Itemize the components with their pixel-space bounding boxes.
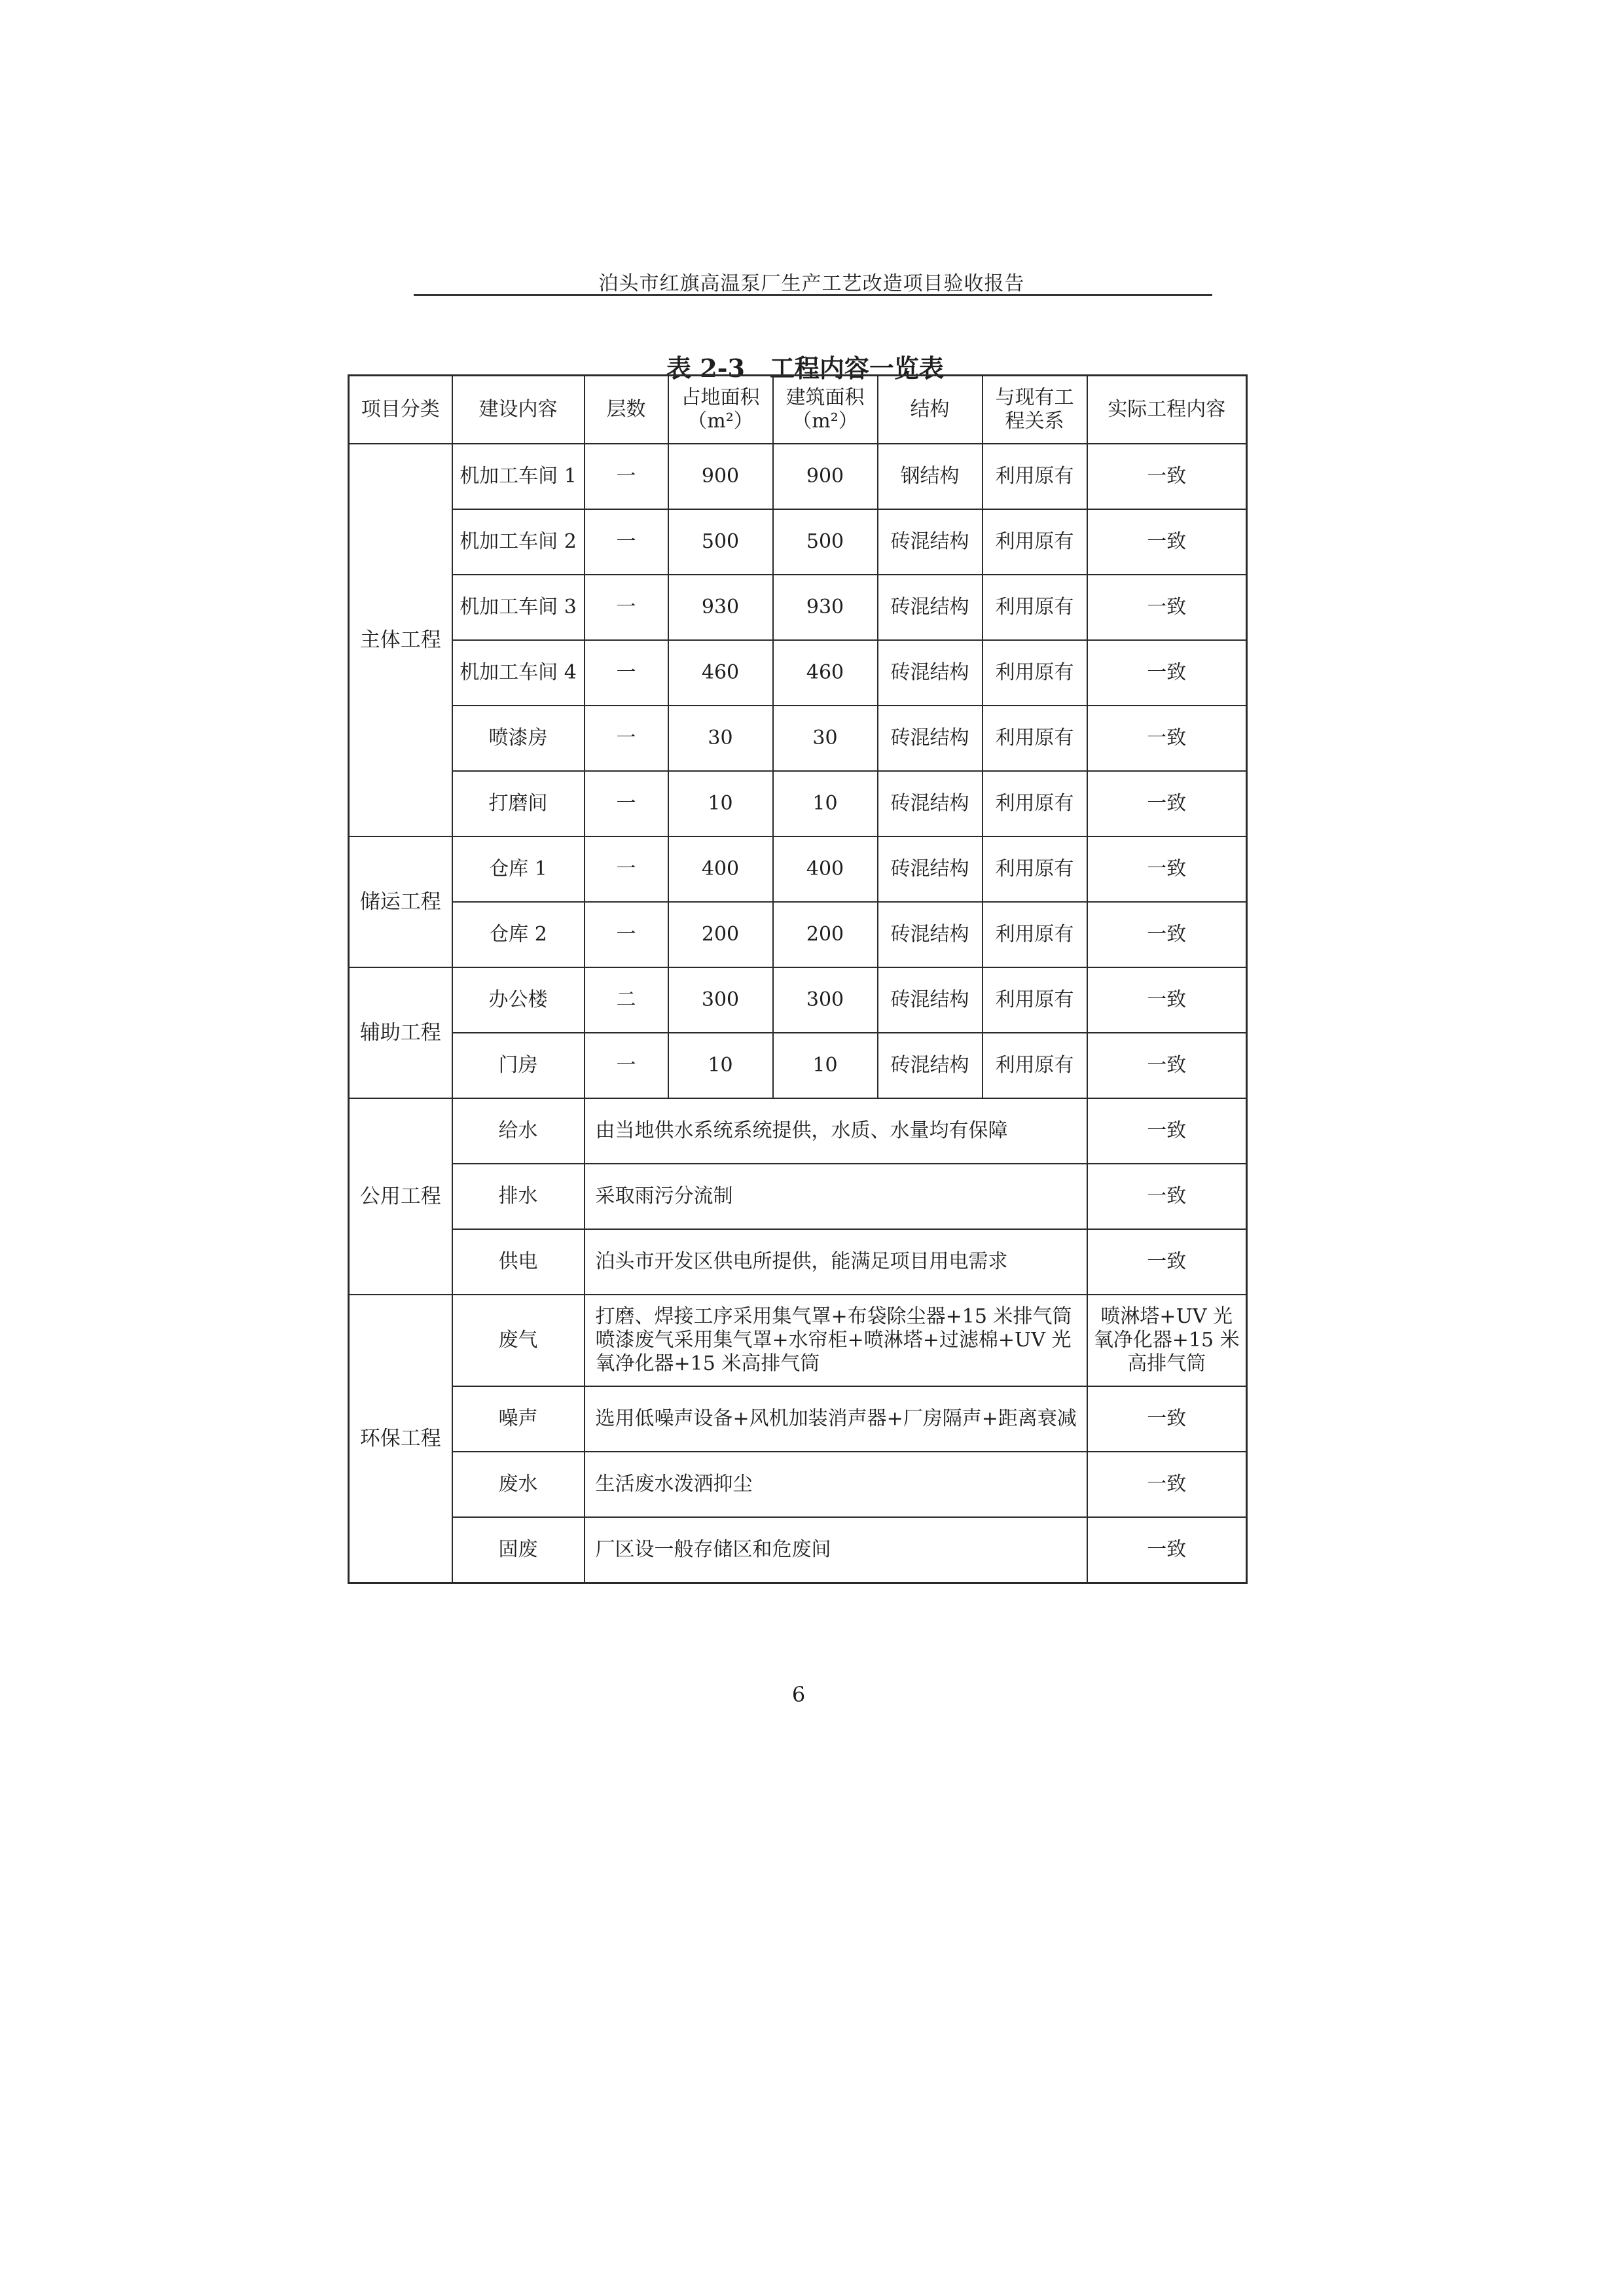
cell-floor-area: 460 — [773, 640, 878, 706]
cell-relation: 利用原有 — [983, 706, 1087, 771]
cell-structure: 砖混结构 — [878, 836, 983, 902]
cell-floors: 一 — [585, 836, 668, 902]
cell-name: 喷漆房 — [452, 706, 585, 771]
table-row — [349, 1452, 1247, 1517]
table-row — [349, 1164, 1247, 1229]
cell-structure: 砖混结构 — [878, 1033, 983, 1098]
cell-floors: 一 — [585, 902, 668, 967]
cell-structure: 砖混结构 — [878, 771, 983, 836]
cell-desc: 选用低噪声设备+风机加装消声器+厂房隔声+距离衰减 — [585, 1386, 1087, 1452]
cell-name: 仓库 1 — [452, 836, 585, 902]
page-number: 6 — [791, 1682, 806, 1707]
cell-name: 机加工车间 4 — [452, 640, 585, 706]
cell-structure: 砖混结构 — [878, 706, 983, 771]
table-row — [349, 1229, 1247, 1295]
group-env: 环保工程 — [349, 1295, 452, 1583]
group-storage: 储运工程 — [349, 836, 452, 967]
cell-land-area: 400 — [668, 836, 773, 902]
cell-relation: 利用原有 — [983, 967, 1087, 1033]
col-header-floor-area: 建筑面积（m²） — [773, 376, 878, 444]
col-header-category: 项目分类 — [349, 376, 452, 444]
cell-floors: 一 — [585, 640, 668, 706]
table-row — [349, 706, 1247, 771]
cell-relation: 利用原有 — [983, 444, 1087, 509]
table-row — [349, 1386, 1247, 1452]
cell-relation: 利用原有 — [983, 836, 1087, 902]
cell-desc: 泊头市开发区供电所提供，能满足项目用电需求 — [585, 1229, 1087, 1295]
table-row — [349, 640, 1247, 706]
table-row — [349, 902, 1247, 967]
cell-name: 给水 — [452, 1098, 585, 1164]
group-main: 主体工程 — [349, 444, 452, 836]
cell-name: 机加工车间 1 — [452, 444, 585, 509]
cell-structure: 钢结构 — [878, 444, 983, 509]
cell-name: 废气 — [452, 1295, 585, 1386]
table-row — [349, 1295, 1247, 1386]
cell-floors: 一 — [585, 509, 668, 575]
report-header-title: 泊头市红旗高温泵厂生产工艺改造项目验收报告 — [598, 272, 1025, 295]
cell-land-area: 460 — [668, 640, 773, 706]
table-row — [349, 836, 1247, 902]
cell-actual: 一致 — [1087, 575, 1247, 640]
table-row — [349, 575, 1247, 640]
cell-name: 仓库 2 — [452, 902, 585, 967]
cell-actual: 一致 — [1087, 640, 1247, 706]
cell-desc: 厂区设一般存储区和危废间 — [585, 1517, 1087, 1583]
cell-actual: 一致 — [1087, 1098, 1247, 1164]
col-header-content: 建设内容 — [452, 376, 585, 444]
cell-floors: 一 — [585, 771, 668, 836]
cell-actual: 一致 — [1087, 1517, 1247, 1583]
table-header-row — [349, 376, 1247, 444]
col-header-floors: 层数 — [585, 376, 668, 444]
cell-desc: 采取雨污分流制 — [585, 1164, 1087, 1229]
col-header-land-area: 占地面积（m²） — [668, 376, 773, 444]
cell-actual: 一致 — [1087, 509, 1247, 575]
cell-land-area: 10 — [668, 1033, 773, 1098]
cell-actual: 一致 — [1087, 836, 1247, 902]
cell-desc: 由当地供水系统系统提供，水质、水量均有保障 — [585, 1098, 1087, 1164]
cell-floor-area: 10 — [773, 1033, 878, 1098]
cell-floor-area: 300 — [773, 967, 878, 1033]
cell-floors: 二 — [585, 967, 668, 1033]
group-auxiliary: 辅助工程 — [349, 967, 452, 1098]
cell-floors: 一 — [585, 1033, 668, 1098]
cell-structure: 砖混结构 — [878, 967, 983, 1033]
cell-actual: 一致 — [1087, 1452, 1247, 1517]
cell-floor-area: 400 — [773, 836, 878, 902]
cell-name: 噪声 — [452, 1386, 585, 1452]
cell-relation: 利用原有 — [983, 575, 1087, 640]
cell-relation: 利用原有 — [983, 902, 1087, 967]
cell-actual: 一致 — [1087, 444, 1247, 509]
table-row — [349, 967, 1247, 1033]
cell-name: 供电 — [452, 1229, 585, 1295]
cell-relation: 利用原有 — [983, 771, 1087, 836]
table-row — [349, 444, 1247, 509]
cell-structure: 砖混结构 — [878, 902, 983, 967]
table-row — [349, 771, 1247, 836]
cell-actual: 一致 — [1087, 1229, 1247, 1295]
cell-floor-area: 10 — [773, 771, 878, 836]
cell-relation: 利用原有 — [983, 1033, 1087, 1098]
cell-land-area: 930 — [668, 575, 773, 640]
cell-desc: 生活废水泼洒抑尘 — [585, 1452, 1087, 1517]
cell-land-area: 10 — [668, 771, 773, 836]
cell-structure: 砖混结构 — [878, 640, 983, 706]
cell-actual: 一致 — [1087, 771, 1247, 836]
cell-land-area: 500 — [668, 509, 773, 575]
cell-name: 机加工车间 3 — [452, 575, 585, 640]
cell-relation: 利用原有 — [983, 509, 1087, 575]
cell-floors: 一 — [585, 706, 668, 771]
cell-actual: 一致 — [1087, 1386, 1247, 1452]
cell-land-area: 900 — [668, 444, 773, 509]
header-divider — [414, 294, 1212, 296]
cell-name: 固废 — [452, 1517, 585, 1583]
cell-actual: 一致 — [1087, 706, 1247, 771]
cell-name: 门房 — [452, 1033, 585, 1098]
cell-name: 机加工车间 2 — [452, 509, 585, 575]
group-utility: 公用工程 — [349, 1098, 452, 1295]
cell-floors: 一 — [585, 444, 668, 509]
cell-structure: 砖混结构 — [878, 509, 983, 575]
cell-land-area: 30 — [668, 706, 773, 771]
cell-floor-area: 930 — [773, 575, 878, 640]
cell-actual: 一致 — [1087, 967, 1247, 1033]
cell-relation: 利用原有 — [983, 640, 1087, 706]
cell-land-area: 300 — [668, 967, 773, 1033]
cell-structure: 砖混结构 — [878, 575, 983, 640]
cell-actual: 一致 — [1087, 1033, 1247, 1098]
table-row — [349, 1517, 1247, 1583]
cell-name: 打磨间 — [452, 771, 585, 836]
table-title: 表 2-3 工程内容一览表 — [666, 353, 944, 383]
table-row — [349, 1098, 1247, 1164]
table-row — [349, 509, 1247, 575]
col-header-structure: 结构 — [878, 376, 983, 444]
cell-actual: 一致 — [1087, 1164, 1247, 1229]
cell-floor-area: 30 — [773, 706, 878, 771]
cell-floor-area: 900 — [773, 444, 878, 509]
cell-land-area: 200 — [668, 902, 773, 967]
col-header-actual: 实际工程内容 — [1087, 376, 1247, 444]
cell-desc: 打磨、焊接工序采用集气罩+布袋除尘器+15 米排气筒喷漆废气采用集气罩+水帘柜+喷淋塔+过滤棉+UV 光氧净化器+15 米高排气筒 — [585, 1295, 1087, 1386]
cell-name: 废水 — [452, 1452, 585, 1517]
cell-floor-area: 500 — [773, 509, 878, 575]
cell-floor-area: 200 — [773, 902, 878, 967]
cell-name: 排水 — [452, 1164, 585, 1229]
cell-actual: 喷淋塔+UV 光氧净化器+15 米高排气筒 — [1087, 1295, 1247, 1386]
table-row — [349, 1033, 1247, 1098]
cell-name: 办公楼 — [452, 967, 585, 1033]
works-table — [348, 374, 1248, 1584]
cell-floors: 一 — [585, 575, 668, 640]
col-header-relation: 与现有工程关系 — [983, 376, 1087, 444]
cell-actual: 一致 — [1087, 902, 1247, 967]
